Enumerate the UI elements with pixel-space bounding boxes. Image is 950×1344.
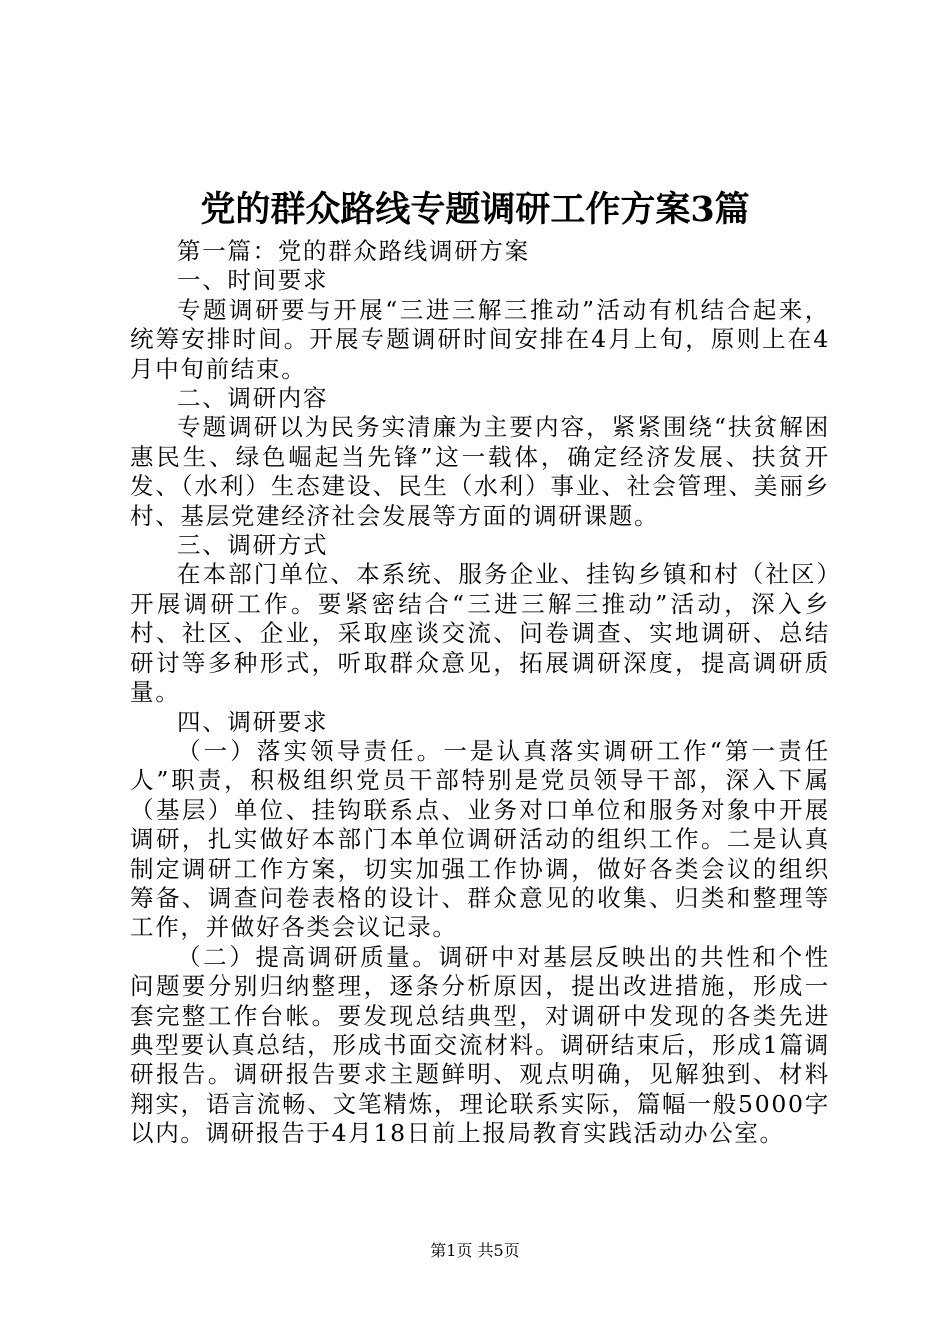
document-body [130,237,830,1149]
section-heading-time: 一、时间要求 [177,266,329,295]
section-heading-part-one: 第一篇：党的群众路线调研方案 [177,237,530,265]
paragraph-research-quality: （二）提高调研质量。调研中对基层反映出的共性和个性问题要分别归纳整理，逐条分析原因，提出改进措施，形成一套完整工作台帐。要发现总结典型，对调研中发现的各类先进典型要认真总结，形成书面交流材料。调研结束后，形成1篇调研报告。调研报告要求主题鲜明、观点明确，见解独到、材料翔实，语言流畅、文笔精炼，理论联系实际，篇幅一般5000字以内。调研报告于4月18日前上报局教育实践活动办公室。 [130,942,830,1148]
section-heading-requirements: 四、调研要求 [177,707,329,736]
document-title: 党的群众路线专题调研工作方案3篇 [200,189,750,230]
paragraph-time-requirements: 专题调研要与开展“三进三解三推动”活动有机结合起来，统筹安排时间。开展专题调研时间安排在4月上旬，原则上在4月中旬前结束。 [130,295,830,383]
page-number-footer: 第1页 共5页 [430,1241,520,1260]
section-heading-method: 三、调研方式 [177,531,329,560]
paragraph-research-content: 专题调研以为民务实清廉为主要内容，紧紧围绕“扶贫解困惠民生、绿色崛起当先锋”这一载体，确定经济发展、扶贫开发、（水利）生态建设、民生（水利）事业、社会管理、美丽乡村、基层党建经济社会发展等方面的调研课题。 [130,413,830,530]
section-heading-content: 二、调研内容 [177,384,329,413]
paragraph-research-method: 在本部门单位、本系统、服务企业、挂钩乡镇和村（社区）开展调研工作。要紧密结合“三进三解三推动”活动，深入乡村、社区、企业，采取座谈交流、问卷调查、实地调研、总结研讨等多种形式，听取群众意见，拓展调研深度，提高调研质量。 [130,560,830,707]
paragraph-leadership-responsibility: （一）落实领导责任。一是认真落实调研工作“第一责任人”职责，积极组织党员干部特别是党员领导干部，深入下属（基层）单位、挂钩联系点、业务对口单位和服务对象中开展调研，扎实做好本部门本单位调研活动的组织工作。二是认真制定调研工作方案，切实加强工作协调，做好各类会议的组织筹备、调查问卷表格的设计、群众意见的收集、归类和整理等工作，并做好各类会议记录。 [130,736,830,942]
